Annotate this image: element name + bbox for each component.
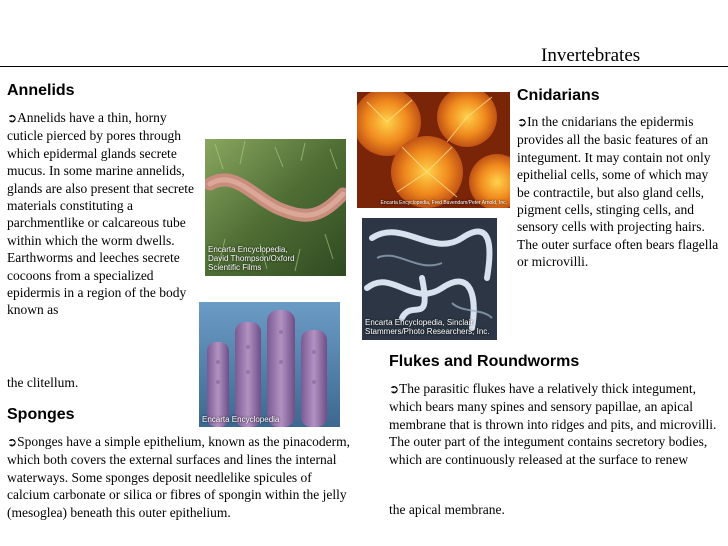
sponges-heading: Sponges — [7, 406, 75, 423]
sponge-illustration — [199, 302, 340, 427]
flukes-text-tail: the apical membrane. — [389, 502, 505, 517]
cnidarians-body: In the cnidarians the epidermis provides all the basic features of an integument. It may contain not only epithelial cells, some of which may be contractile, but also gland cells, pigment cells, stinging cells, and sensory cells with projecting hairs. The outer surface often bears flagella or microvilli. — [517, 114, 719, 270]
annelids-heading: Annelids — [7, 82, 75, 99]
cnidarian-photo-credit: Encarta Encyclopedia, Fred Bavendam/Peter Arnold, Inc. — [380, 200, 507, 206]
annelids-text — [7, 109, 199, 319]
slide-title: Invertebrates — [541, 45, 641, 66]
bullet-arrow-icon: ➲ — [7, 111, 18, 125]
sponge-photo-credit: Encarta Encyclopedia — [202, 415, 280, 424]
roundworm-photo — [362, 218, 497, 340]
bullet-arrow-icon: ➲ — [517, 115, 528, 129]
cnidarians-heading: Cnidarians — [517, 87, 600, 104]
title-divider — [0, 66, 728, 67]
roundworm-photo-credit: Encarta Encyclopedia, Sinclair Stammers/Photo Researchers, Inc. — [365, 318, 490, 336]
sponge-photo — [199, 302, 340, 427]
annelids-body: Annelids have a thin, horny cuticle pierced by pores through which epidermal glands secrete mucus. In some marine annelids, glands are also present that secrete materials constituting a parchmentlike or calcareous tube within which the worm dwells. Earthworms and leeches secrete cocoons from a specialized epidermis in a region of the body known as — [7, 110, 195, 318]
sponges-body: Sponges have a simple epithelium, known as the pinacoderm, which both covers the external surfaces and lines the internal waterways. Some sponges deposit needlelike spicules of calcium carbonate or silica or fibres of spongin within the jelly (mesoglea) beneath this outer epithelium. — [7, 434, 350, 520]
sponges-text — [7, 433, 352, 521]
earthworm-photo — [205, 139, 346, 276]
cnidarians-text — [517, 113, 723, 271]
earthworm-photo-credit: Encarta Encyclopedia, David Thompson/Oxford Scientific Films — [208, 245, 295, 272]
annelids-text-tail: the clitellum. — [7, 375, 79, 390]
bullet-arrow-icon: ➲ — [7, 435, 18, 449]
flukes-text — [389, 380, 721, 468]
bullet-arrow-icon: ➲ — [389, 382, 400, 396]
flukes-body: The parasitic flukes have a relatively thick integument, which bears many spines and sensory papillae, an apical membrane that is thrown into ridges and pits, and microvilli. The outer part of the integument contains secretory bodies, which are continuously released at the surface to renew — [389, 381, 717, 467]
flukes-heading: Flukes and Roundworms — [389, 353, 580, 370]
cnidarian-illustration — [357, 92, 510, 208]
cnidarian-photo — [357, 92, 510, 208]
